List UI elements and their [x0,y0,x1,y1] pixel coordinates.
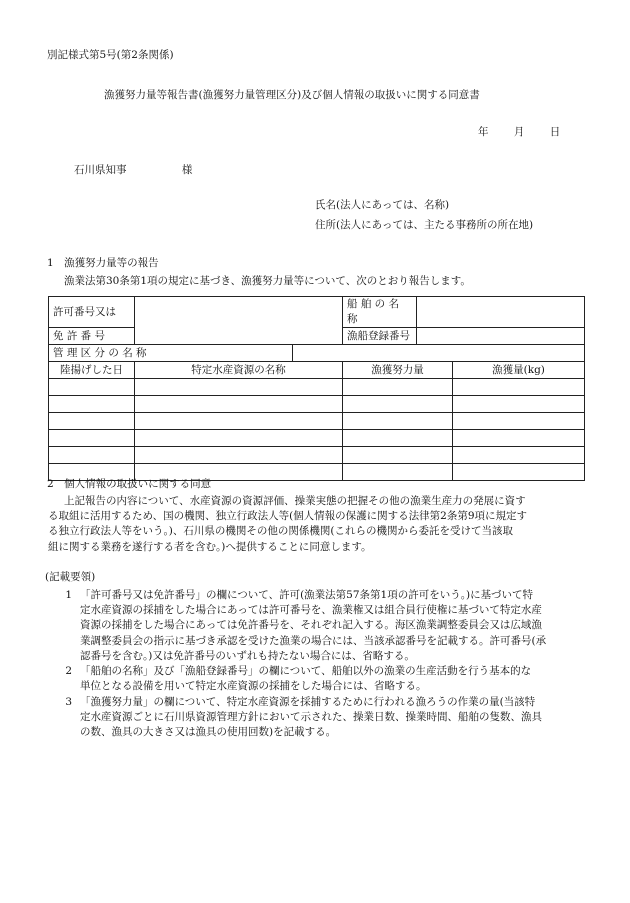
table-row [49,379,585,396]
note-number: 3 [65,695,72,708]
date-month: 月 [513,126,525,138]
cell-catch[interactable] [453,447,585,464]
section2-line: 上記報告の内容について、水産資源の資源評価、操業実態の把握その他の漁業生産力の発展に資す [64,495,526,507]
vessel-reg-label: 漁船登録番号 [343,328,417,345]
notes-list [48,588,588,740]
permit-label-cell-2 [49,328,135,345]
permit-label-cell [49,297,135,328]
vessel-reg-field[interactable] [417,328,585,345]
cell-date[interactable] [49,430,135,447]
cell-catch[interactable] [453,413,585,430]
cell-resource[interactable] [135,430,343,447]
note-line: 「漁獲努力量」の欄について、特定水産資源を採捕するために行われる漁ろうの作業の量(当該特 [80,695,536,708]
note-line: 「船舶の名称」及び「漁船登録番号」の欄について、船舶以外の漁業の生産活動を行う基本的な [80,665,532,678]
section2-line: る取組に活用するため、国の機関、独立行政法人等(個人情報の保護に関する法律第2条第9項に規定す [48,510,528,523]
section2-heading: 2 個人情報の取扱いに関する同意 [47,478,212,490]
cell-effort[interactable] [343,413,453,430]
vessel-name-label: 船 舶 の 名 称 [343,297,417,328]
addressee-name: 石川県知事 [74,164,127,176]
mgmt-label-text: 管 理 区 分 の 名 称 [53,346,147,359]
note-line: 資源の採捕をした場合にあっては免許番号を、それぞれ記入する。海区漁業調整委員会又は広域漁 [80,619,542,632]
cell-catch[interactable] [453,396,585,413]
addressee [74,163,192,178]
table-row [49,396,585,413]
cell-effort[interactable] [343,464,453,481]
table-row [49,413,585,430]
vessel-name-field[interactable] [417,297,585,328]
col-effort: 漁獲努力量 [343,362,453,379]
cell-catch[interactable] [453,379,585,396]
col-resource-name: 特定水産資源の名称 [135,362,343,379]
note-item [48,695,588,741]
note-item [48,664,588,694]
cell-effort[interactable] [343,430,453,447]
mgmt-field[interactable] [293,345,585,362]
cell-effort[interactable] [343,396,453,413]
date-year: 年 [478,126,489,138]
cell-resource[interactable] [135,379,343,396]
date-line [478,125,560,140]
note-line: 単位となる設備を用いて特定水産資源の採捕をした場合には、省略する。 [80,680,427,693]
cell-date[interactable] [49,379,135,396]
addressee-honorific: 様 [181,164,193,176]
cell-date[interactable] [49,413,135,430]
form-id: 別記様式第5号(第2条関係) [47,49,174,61]
permit-label-line2: 免 許 番 号 [53,329,106,342]
note-line: 業調整委員会の指示に基づき承認を受けた漁業の場合には、当該承認番号を記載する。許可番号(承 [80,634,547,647]
cell-catch[interactable] [453,430,585,447]
note-line: 認番号を含む。)又は免許番号のいずれも持たない場合には、省略する。 [80,649,415,662]
permit-number-field[interactable] [135,297,343,345]
notes-heading: (記載要領) [45,571,96,583]
note-item [48,588,588,664]
cell-effort[interactable] [343,379,453,396]
note-line: の数、漁具の大きさ又は漁具の使用回数)を記載する。 [80,725,337,738]
table-row [49,447,585,464]
date-day: 日 [549,126,561,138]
cell-date[interactable] [49,447,135,464]
document-title: 漁獲努力量等報告書(漁獲努力量管理区分)及び個人情報の取扱いに関する同意書 [104,89,480,101]
section2-line: 組に関する業務を遂行する者を含む。)へ提供することに同意します。 [48,540,372,553]
section1-intro: 漁業法第30条第1項の規定に基づき、漁獲努力量等について、次のとおり報告します。 [64,275,471,287]
section2-line: る独立行政法人等をいう。)、石川県の機関その他の関係機関(これらの機関から委託を受けて当該取 [48,525,513,538]
table-row [49,430,585,447]
report-table [48,296,585,481]
note-line: 「許可番号又は免許番号」の欄について、許可(漁業法第57条第1項の許可をいう。)に基づいて特 [80,589,534,601]
applicant-address-label: 住所(法人にあっては、主たる事務所の所在地) [315,219,534,231]
cell-resource[interactable] [135,447,343,464]
note-number: 2 [65,665,72,678]
note-number: 1 [65,589,72,601]
section2-body [48,494,588,555]
cell-date[interactable] [49,396,135,413]
permit-label-line1: 許可番号又は [53,305,116,318]
col-catch: 漁獲量(kg) [453,362,585,379]
section1-heading: 1 漁獲努力量等の報告 [47,257,159,269]
note-line: 定水産資源ごとに石川県資源管理方針において示された、操業日数、操業時間、船舶の隻数、漁具 [80,710,542,723]
cell-catch[interactable] [453,464,585,481]
cell-effort[interactable] [343,447,453,464]
cell-resource[interactable] [135,396,343,413]
applicant-name-label: 氏名(法人にあっては、名称) [315,199,450,211]
col-landing-date: 陸揚げした日 [49,362,135,379]
note-line: 定水産資源の採捕をした場合にあっては許可番号を、漁業権又は組合員行使権に基づいて特定水産 [80,604,542,617]
mgmt-label [49,345,293,362]
cell-resource[interactable] [135,413,343,430]
